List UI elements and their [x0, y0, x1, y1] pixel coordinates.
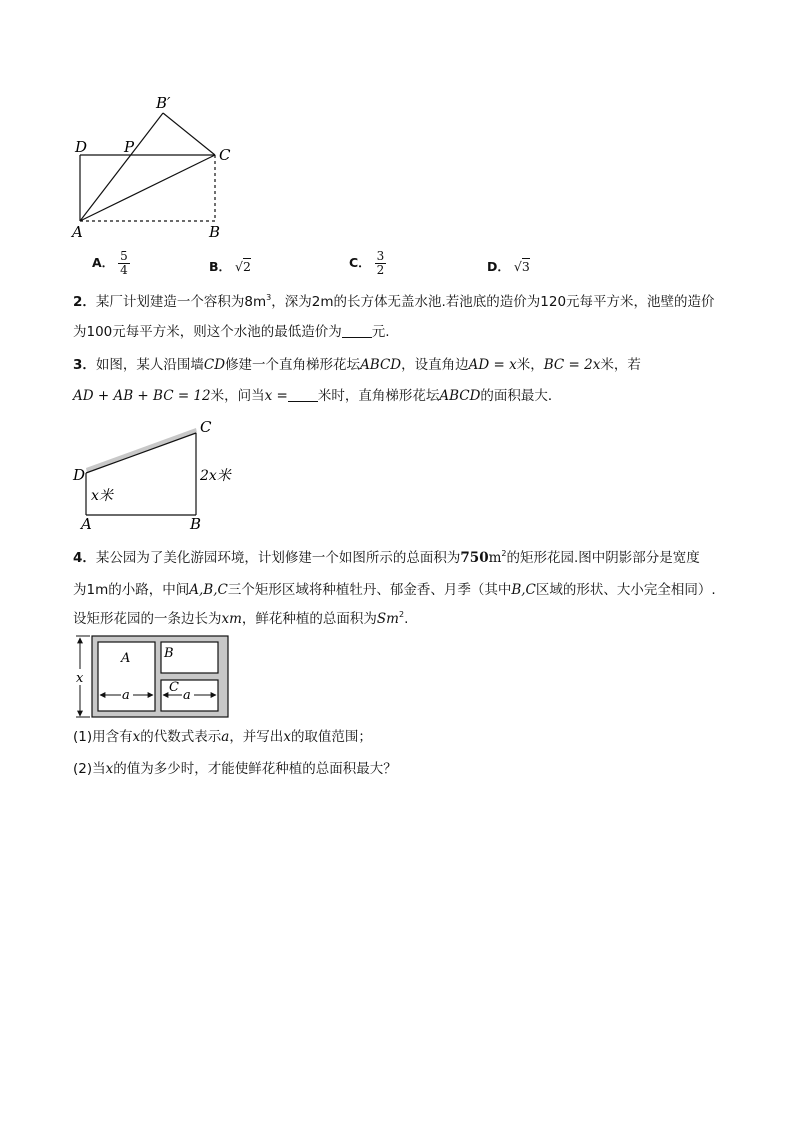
option-b-radicand: 2	[242, 259, 251, 274]
q4-sub1-text-c: ，并写出	[229, 729, 284, 745]
q3-text-1c: ，设直角边	[401, 357, 469, 373]
option-c-letter: C．	[349, 255, 371, 270]
label-a: A	[81, 515, 92, 533]
option-a-denominator: 4	[120, 263, 128, 277]
q3-x-eq: x =	[264, 388, 288, 404]
side-dc	[86, 433, 196, 473]
option-c-denominator: 2	[376, 263, 385, 277]
q4-sub2-text-b: 的值为多少时，才能使鲜花种植的总面积最大？	[113, 761, 397, 777]
label-c: C	[200, 418, 212, 436]
q4-sub1-x2: x	[283, 729, 291, 745]
q4-sub1-text-d: 的取值范围；	[290, 729, 372, 745]
q4-sub1-a: a	[221, 729, 230, 745]
q4-s-unit: Sm	[376, 611, 399, 627]
label-a-dim-1: a	[122, 688, 130, 703]
q4-line-3	[73, 609, 408, 629]
label-d: D	[73, 466, 86, 484]
q3-text-1e: 米，若	[600, 357, 641, 373]
q4-area-sup: 2	[501, 549, 507, 558]
option-d[interactable]	[487, 257, 530, 275]
q2-text-2b: 元.	[371, 324, 390, 340]
label-b: B	[190, 515, 202, 533]
q3-text-1b: 修建一个直角梯形花坛	[225, 357, 361, 373]
label-d: D	[75, 138, 88, 156]
q4-text-3a: 设矩形花园的一条边长为	[73, 611, 222, 627]
q3-text-1a: 如图，某人沿围墙	[95, 357, 204, 373]
q4-number: 4．	[73, 550, 96, 566]
option-c-fraction	[375, 250, 387, 277]
q4-s-sup: 2	[398, 610, 405, 619]
q3-line-2	[73, 386, 561, 406]
label-x: x	[76, 671, 84, 686]
segment-ac	[80, 155, 215, 221]
option-d-letter: D．	[487, 259, 510, 274]
q4-text-2a: 为1m的小路，中间	[73, 582, 190, 598]
label-b: B	[209, 223, 221, 241]
q3-abcd-2: ABCD	[439, 388, 481, 404]
label-x: x米	[91, 488, 113, 504]
q4-area-unit: m	[488, 550, 502, 566]
q4-xm: xm	[221, 611, 242, 627]
q4-text-3b: ，鲜花种植的总面积为	[241, 611, 377, 627]
q2-number: 2．	[73, 294, 96, 310]
q4-text-2b: 三个矩形区域将种植牡丹、郁金香、月季（其中	[227, 582, 512, 598]
q2-line-2	[73, 322, 390, 342]
option-b-letter: B．	[209, 259, 232, 274]
q4-text-2c: 区域的形状、大小完全相同）.	[535, 582, 716, 598]
q3-bc-expr: BC = 2x	[543, 357, 601, 373]
q4-abc: A,B,C	[189, 582, 228, 598]
option-c-numerator: 3	[376, 249, 385, 263]
q3-cd: CD	[203, 357, 226, 373]
q3-text-2b: 米时，直角梯形花坛	[317, 388, 440, 404]
option-a-letter: A．	[92, 255, 115, 270]
option-c[interactable]	[349, 250, 386, 277]
wall-shading	[86, 428, 197, 473]
label-b-region: B	[164, 646, 174, 661]
q3-line-1	[73, 355, 641, 375]
label-2x: 2x米	[200, 468, 231, 484]
q4-sub2-text-a: (2)当	[73, 761, 106, 777]
q3-abcd: ABCD	[360, 357, 402, 373]
q4-sub1-text-b: 的代数式表示	[140, 729, 222, 745]
label-b-prime: B′	[156, 94, 171, 112]
label-c-region: C	[169, 680, 179, 695]
figure-3-trapezoid	[66, 418, 246, 536]
option-a[interactable]	[92, 250, 130, 277]
q2-text-1b: ，深为2m的长方体无盖水池.若池底的造价为120元每平方米，池壁的造价	[271, 294, 715, 310]
q3-text-2c: 的面积最大．	[480, 388, 562, 404]
label-a-region: A	[121, 651, 131, 666]
q3-number: 3．	[73, 357, 96, 373]
option-a-fraction	[118, 250, 130, 277]
q2-text-2a: 为100元每平方米，则这个水池的最低造价为	[73, 324, 342, 340]
q2-answer-blank[interactable]	[342, 323, 372, 338]
option-d-radicand: 3	[521, 259, 530, 274]
q4-text-1a: 某公园为了美化游园环境，计划修建一个如图所示的总面积为	[95, 550, 461, 566]
q3-text-1d: 米，	[516, 357, 544, 373]
q4-sub1-x: x	[132, 729, 141, 745]
q4-line-1	[73, 548, 700, 568]
q3-text-2a: 米，问当	[210, 388, 265, 404]
figure-1-rectangle-fold	[60, 90, 260, 250]
q2-line-1	[73, 292, 715, 312]
q4-bc: B,C	[511, 582, 536, 598]
q4-sub-1	[73, 727, 372, 747]
q3-sum-expr: AD + AB + BC = 12	[73, 388, 211, 404]
label-p: P	[124, 138, 135, 156]
segment-b-prime-c	[163, 113, 215, 155]
segment-ab-prime	[80, 113, 163, 221]
q3-ad-expr: AD = x	[468, 357, 517, 373]
q3-answer-blank[interactable]	[288, 387, 318, 402]
q4-sub2-x: x	[105, 761, 114, 777]
label-a-dim-2: a	[183, 688, 191, 703]
q4-sub-2	[73, 759, 397, 779]
figure-4-garden	[68, 632, 234, 720]
option-b-sqrt: √2	[235, 259, 251, 274]
label-c: C	[219, 146, 231, 164]
q2-sup: 3	[266, 293, 272, 302]
label-a: A	[72, 223, 83, 241]
option-a-numerator: 5	[120, 249, 128, 263]
q4-line-2	[73, 580, 716, 600]
q4-text-1b: 的矩形花园.图中阴影部分是宽度	[506, 550, 700, 566]
q4-text-3c: .	[404, 611, 409, 627]
q2-text-1a: 某厂计划建造一个容积为8m	[95, 294, 267, 310]
option-b[interactable]	[209, 257, 251, 275]
q4-area-value: 750	[460, 550, 489, 566]
q4-sub1-text-a: (1)用含有	[73, 729, 133, 745]
option-d-sqrt: √3	[513, 259, 530, 274]
